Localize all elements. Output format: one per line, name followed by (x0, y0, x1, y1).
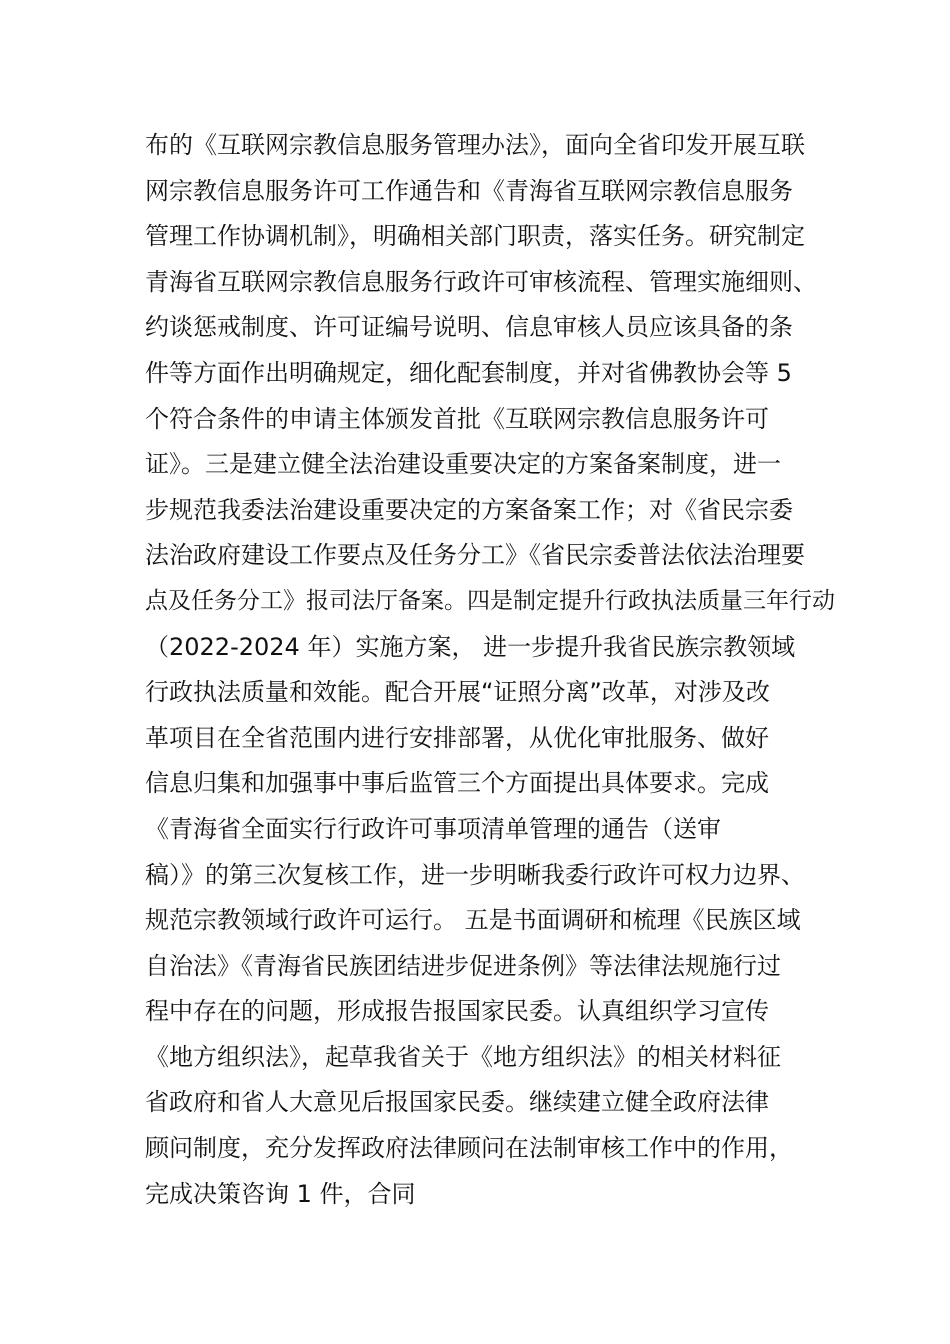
body-paragraph (145, 123, 835, 1217)
text-line: 完成决策咨询 1 件，合同 (145, 1179, 416, 1208)
text-line: （2022-2024 年）实施方案， 进一步提升我省民族宗教领域 (145, 632, 796, 661)
text-line: 革项目在全省范围内进行安排部署，从优化审批服务、做好 (145, 723, 769, 752)
text-line: 稿）》的第三次复核工作，进一步明晰我委行政许可权力边界、 (145, 860, 805, 889)
text-line: 《地方组织法》，起草我省关于《地方组织法》的相关材料征 (145, 1042, 781, 1071)
text-line: 个符合条件的申请主体颁发首批《互联网宗教信息服务许可 (145, 404, 769, 433)
text-line: 管理工作协调机制》，明确相关部门职责，落实任务。研究制定 (145, 222, 805, 251)
text-line: 自治法》《青海省民族团结进步促进条例》等法律法规施行过 (145, 951, 781, 980)
text-line: 约谈惩戒制度、许可证编号说明、信息审核人员应该具备的条 (145, 313, 793, 342)
text-line: 网宗教信息服务许可工作通告和《青海省互联网宗教信息服务 (145, 176, 793, 205)
text-line: 省政府和省人大意见后报国家民委。继续建立健全政府法律 (145, 1088, 769, 1117)
text-line: 步规范我委法治建设重要决定的方案备案工作；对《省民宗委 (145, 495, 793, 524)
text-line: 件等方面作出明确规定，细化配套制度，并对省佛教协会等 5 (145, 358, 792, 387)
text-line: 《青海省全面实行行政许可事项清单管理的通告（送审 (145, 814, 721, 843)
text-line: 顾问制度，充分发挥政府法律顾问在法制审核工作中的作用， (145, 1134, 793, 1163)
text-line: 规范宗教领域行政许可运行。 五是书面调研和梳理《民族区域 (145, 906, 801, 935)
text-line: 布的《互联网宗教信息服务管理办法》，面向全省印发开展互联 (145, 131, 805, 159)
text-line: 青海省互联网宗教信息服务行政许可审核流程、管理实施细则、 (145, 267, 817, 296)
text-line: 程中存在的问题，形成报告报国家民委。认真组织学习宣传 (145, 997, 769, 1026)
text-line: 点及任务分工》报司法厅备案。四是制定提升行政执法质量三年行动 (145, 587, 835, 614)
text-line: 行政执法质量和效能。配合开展“证照分离”改革，对涉及改 (145, 678, 770, 707)
text-line: 法治政府建设工作要点及任务分工》《省民宗委普法依法治理要 (145, 541, 805, 570)
text-line: 证》。三是建立健全法治建设重要决定的方案备案制度，进一 (145, 450, 781, 479)
text-line: 信息归集和加强事中事后监管三个方面提出具体要求。完成 (145, 769, 769, 798)
